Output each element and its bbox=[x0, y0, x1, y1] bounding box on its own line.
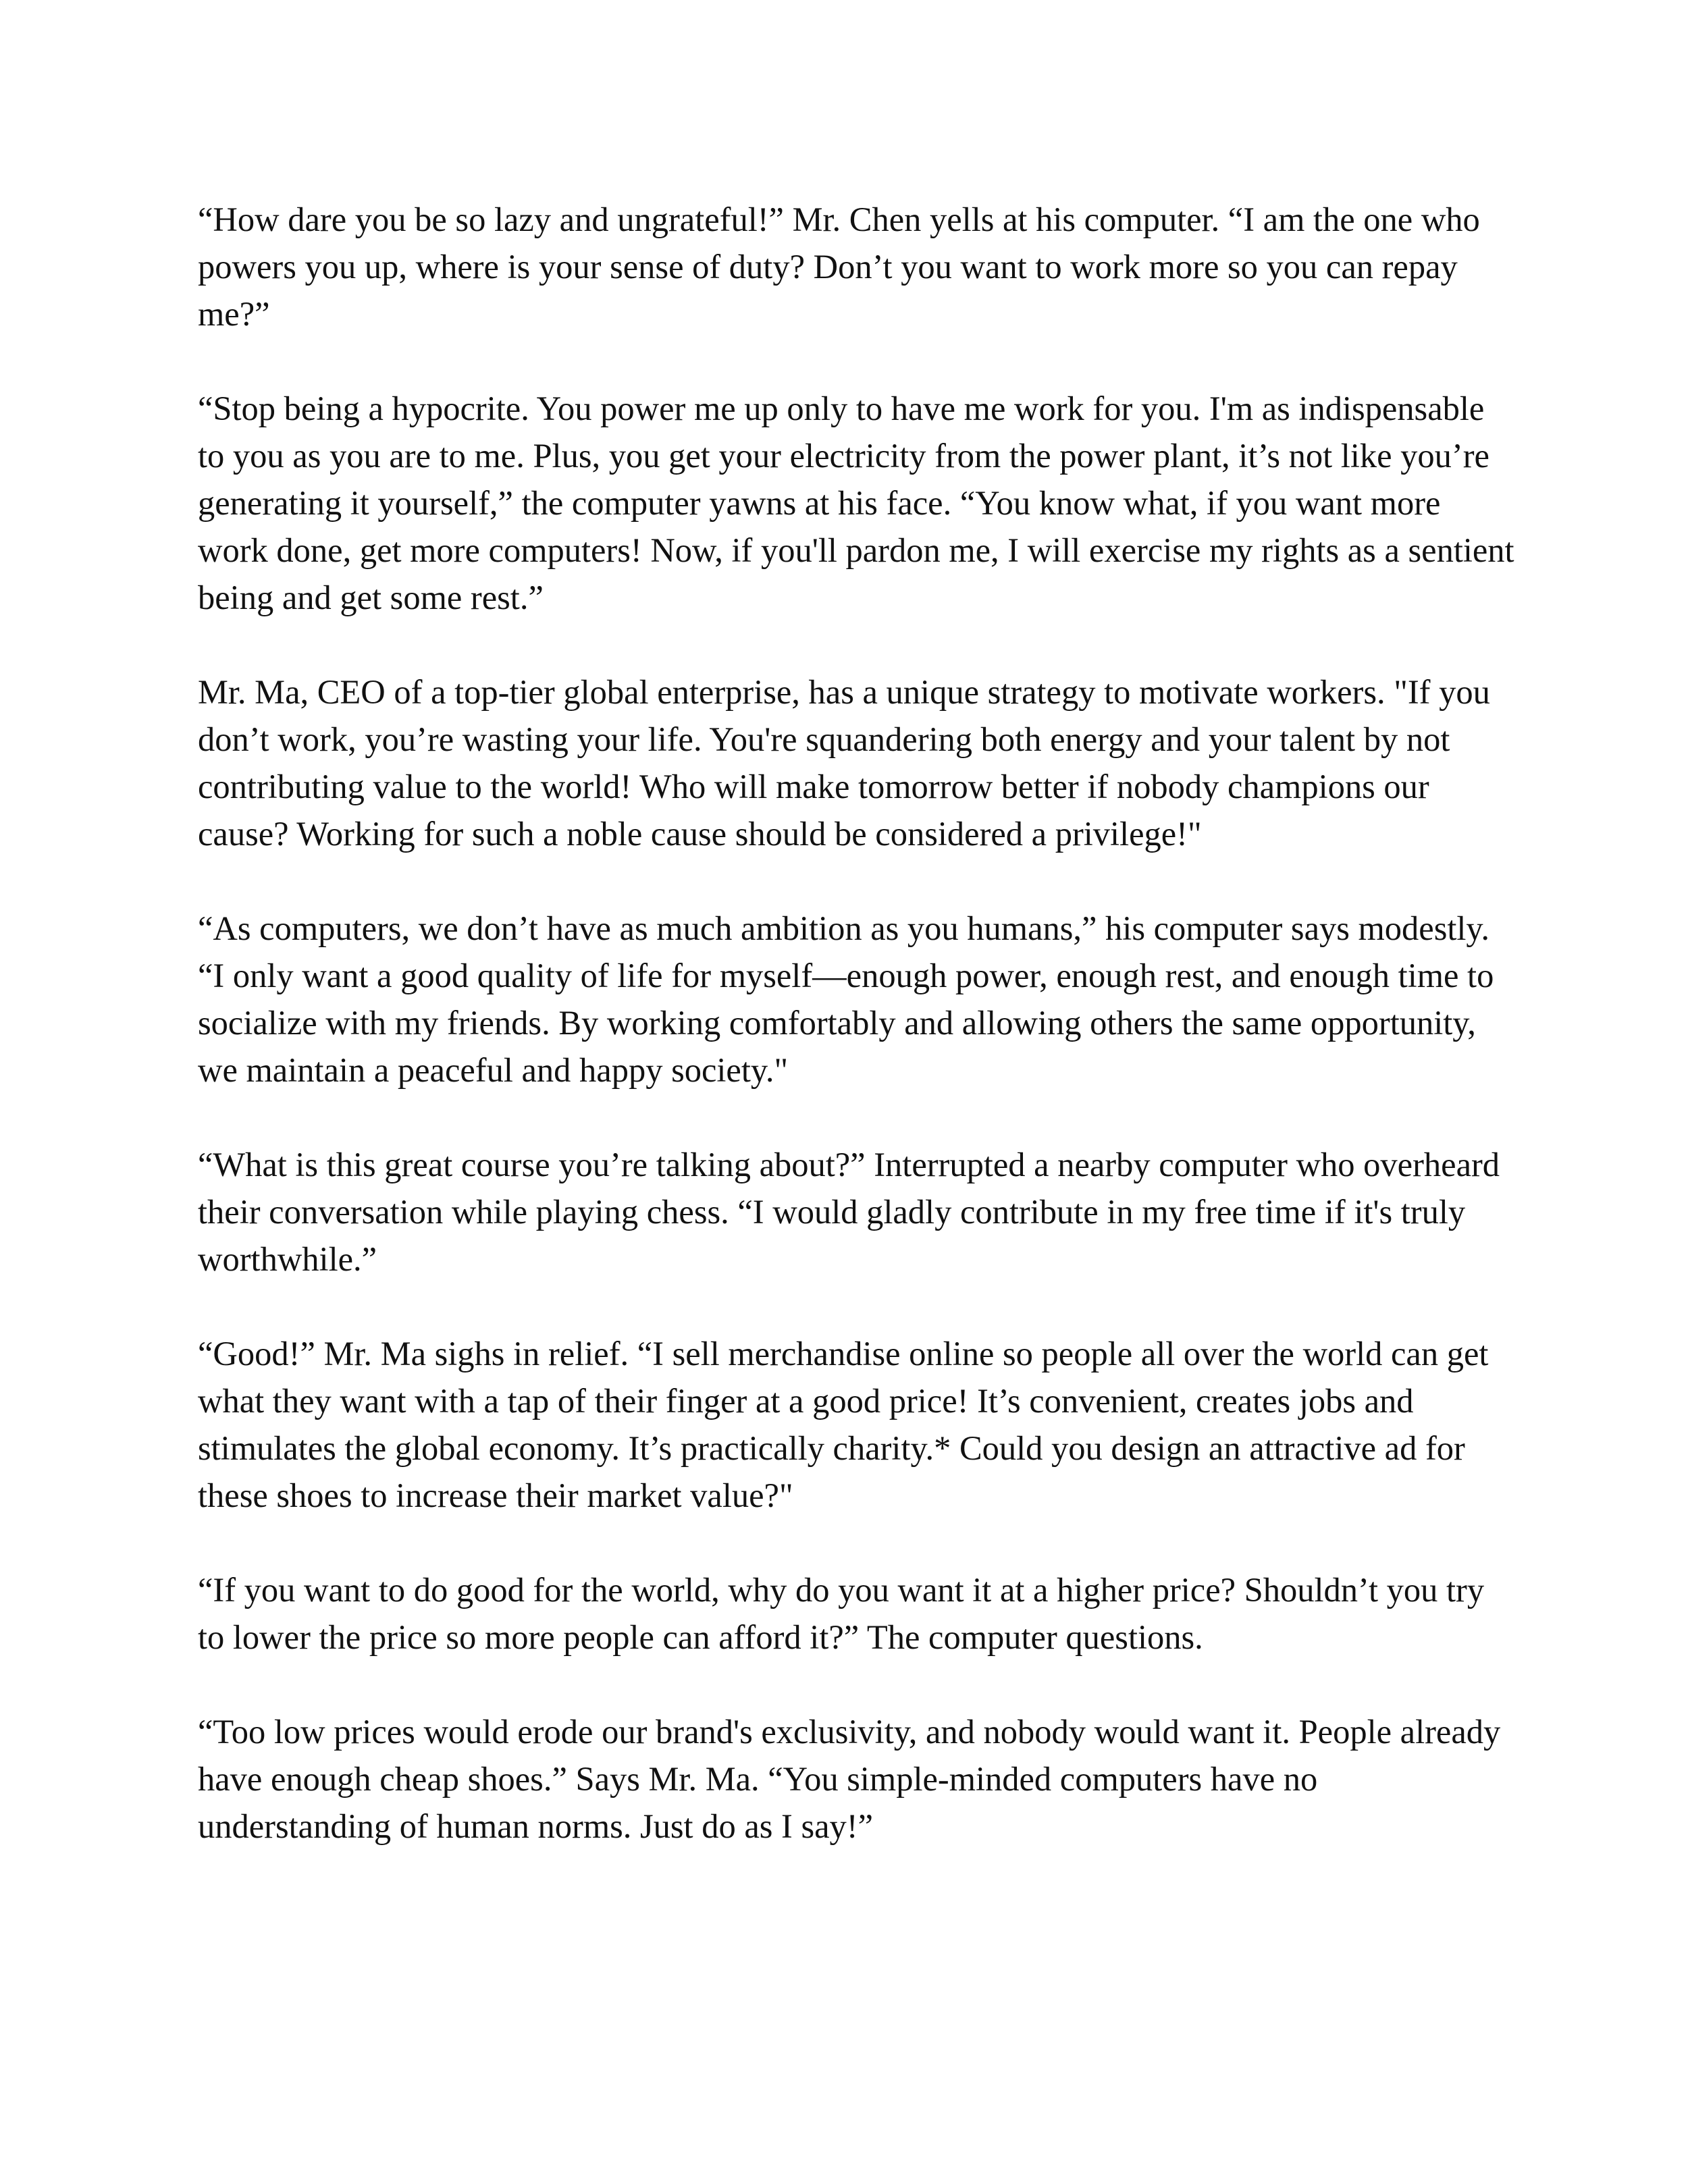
paragraph-5: “What is this great course you’re talking about?” Interrupted a nearby computer who overheard their conversation while playing chess. “I would gladly contribute in my free time if it's truly worthwhile.” bbox=[198, 1146, 1500, 1278]
paragraph-6: “Good!” Mr. Ma sighs in relief. “I sell merchandise online so people all over the world can get what they want with a tap of their finger at a good price! It’s convenient, creates jobs and stimulates the global economy. It’s practically charity.* Could you design an attractive ad for these shoes to increase their market value?" bbox=[198, 1335, 1489, 1514]
paragraph-4: “As computers, we don’t have as much ambition as you humans,” his computer says modestly. “I only want a good quality of life for myself—enough power, enough rest, and enough time to socialize with my friends. By working comfortably and allowing others the same opportunity, we maintain a peaceful and happy society." bbox=[198, 909, 1494, 1089]
paragraph-8: “Too low prices would erode our brand's exclusivity, and nobody would want it. People already have enough cheap shoes.” Says Mr. Ma. “You simple-minded computers have no understanding of human norms. Just do as I say!” bbox=[198, 1713, 1501, 1845]
paragraph-7: “If you want to do good for the world, why do you want it at a higher price? Shouldn’t you try to lower the price so more people can afford it?” The computer questions. bbox=[198, 1571, 1485, 1656]
story-text bbox=[198, 196, 1514, 1850]
paragraph-2: “Stop being a hypocrite. You power me up only to have me work for you. I'm as indispensable to you as you are to me. Plus, you get your electricity from the power plant, it’s not like you’re generating it yourself,” the computer yawns at his face. “You know what, if you want more work done, get more computers! Now, if you'll pardon me, I will exercise my rights as a sentient being and get some rest.” bbox=[198, 390, 1514, 616]
paragraph-1: “How dare you be so lazy and ungrateful!” Mr. Chen yells at his computer. “I am the one who powers you up, where is your sense of duty? Don’t you want to work more so you can repay me?” bbox=[198, 201, 1480, 333]
paragraph-3: Mr. Ma, CEO of a top-tier global enterprise, has a unique strategy to motivate workers. "If you don’t work, you’re wasting your life. You're squandering both energy and your talent by not contributing value to the world! Who will make tomorrow better if nobody champions our cause? Working for such a noble cause should be considered a privilege!" bbox=[198, 673, 1490, 853]
